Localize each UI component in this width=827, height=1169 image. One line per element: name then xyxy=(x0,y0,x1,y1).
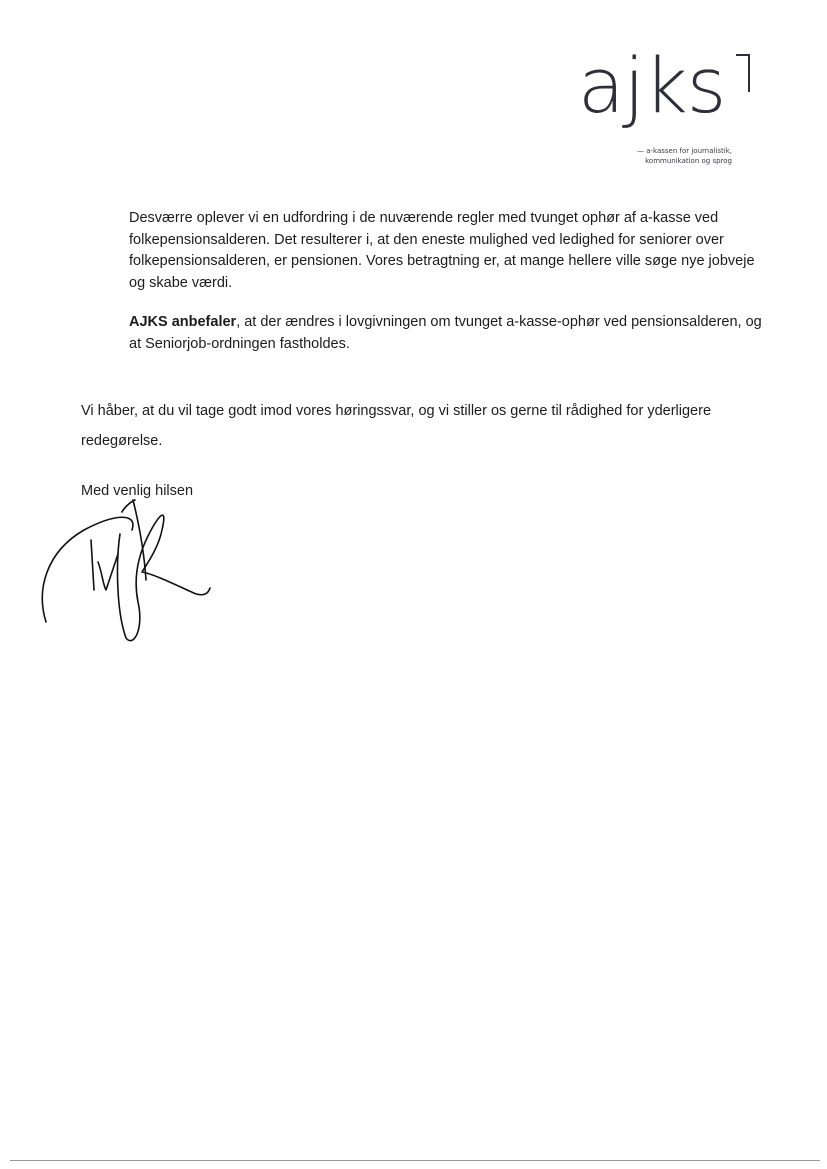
closing-greeting: Med venlig hilsen xyxy=(81,483,194,499)
logo-tagline xyxy=(532,146,732,166)
closing-paragraph: Vi håber, at du vil tage godt imod vores høringssvar, og vi stiller os gerne til rådighed for yderligere redegørelse. xyxy=(81,403,712,449)
page-bottom-rule xyxy=(10,1160,820,1161)
body-paragraph-1: Desværre oplever vi en udfordring i de nuværende regler med tvunget ophør af a-kasse ved folkepensionsalderen. Det resulterer i, at den eneste mulighed ved ledighed for seniorer over folkepensionsalderen, er pensionen. Vores betragtning er, at mange hellere ville søge nye jobveje og skabe værdi. xyxy=(129,210,755,291)
logo-tagline-line2: kommunikation og sprog xyxy=(645,157,732,165)
body-paragraph-2 xyxy=(129,312,769,355)
recommendation-lead: AJKS anbefaler xyxy=(129,314,237,330)
logo-wordmark: ajks xyxy=(578,41,726,130)
ajks-logo xyxy=(578,41,758,173)
recommendation-text: , at der ændres i lovgivningen om tvunget a-kasse-ophør ved pensionsalderen, og at Seniorjob-ordningen fastholdes. xyxy=(129,314,762,352)
logo-tagline-line1: — a-kassen for journalistik, xyxy=(636,147,732,155)
logo-corner-mark xyxy=(736,54,750,92)
handwritten-signature xyxy=(36,490,226,650)
